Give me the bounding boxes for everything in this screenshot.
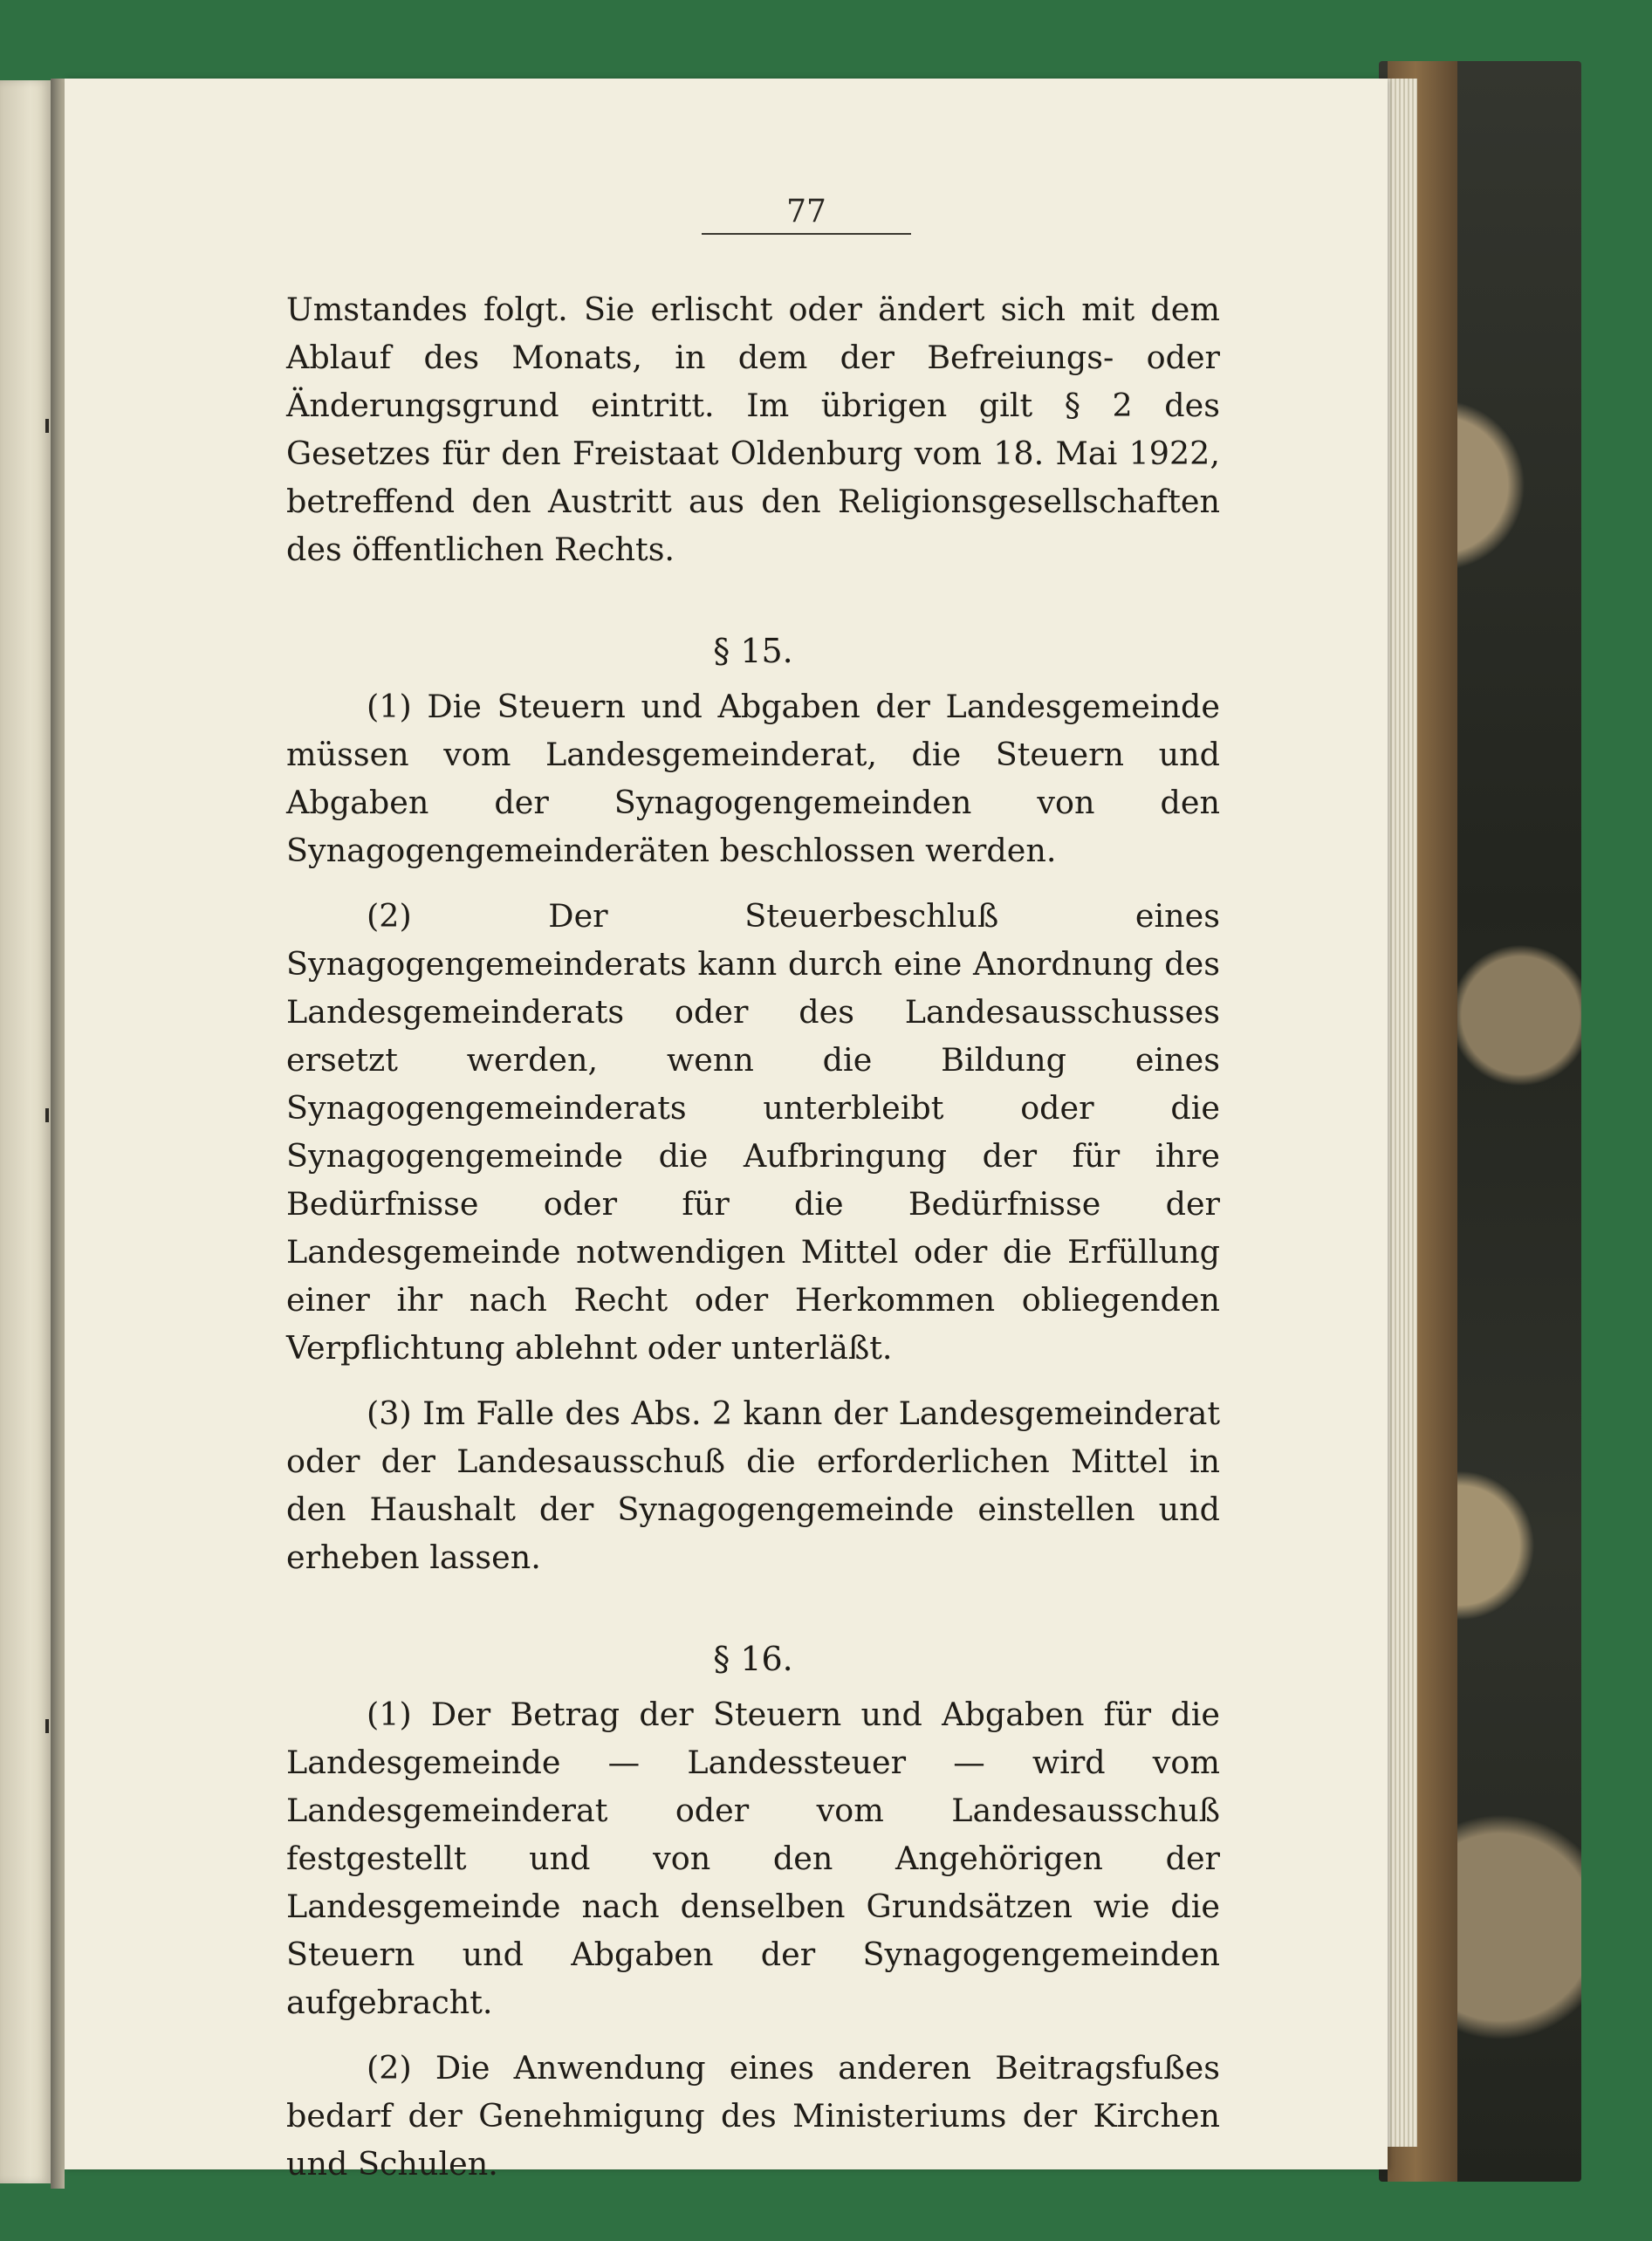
- margin-mark: [45, 419, 49, 433]
- section-15-heading: § 15.: [713, 632, 793, 670]
- section-16-heading: § 16.: [713, 1640, 793, 1678]
- section-15-paragraph-1: (1) Die Steuern und Abgaben der Landesgemeinde müssen vom Landesgemeinderat, die Steuern und Abgaben der Synagogengemeinden von den Synagogengemeinderäten beschlossen werden.: [286, 688, 1220, 869]
- section-15-paragraph-3: (3) Im Falle des Abs. 2 kann der Landesgemeinderat oder der Landesausschuß die erforderlichen Mittel in den Haushalt der Synagogengemeinde einstellen und erheben lassen.: [286, 1395, 1220, 1576]
- page-number: 77: [702, 194, 911, 235]
- section-15-paragraph-2: (2) Der Steuerbeschluß eines Synagogengemeinderats kann durch eine Anordnung des Landesgemeinderats oder des Landesausschusses ersetzt werden, wenn die Bildung eines Synagogengemeinderats unterbleibt oder die Synagogengemeinde die Aufbringung der für ihre Bedürfnisse oder für die Bedürfnisse der Landesgemeinde notwendigen Mittel oder die Erfüllung einer ihr nach Recht oder Herkommen obliegenden Verpflichtung ablehnt oder unterläßt.: [286, 897, 1220, 1367]
- margin-mark: [45, 1719, 49, 1733]
- section-16-paragraph-1: (1) Der Betrag der Steuern und Abgaben für die Landesgemeinde — Landessteuer — wird vom Landesgemeinderat oder vom Landesausschuß festgestellt und von den Angehörigen der Landesgemeinde nach denselben Grundsätzen wie die Steuern und Abgaben der Synagogengemeinden aufgebracht.: [286, 1696, 1220, 2021]
- page-text: [286, 285, 1220, 2188]
- section-16-paragraph-2: (2) Die Anwendung eines anderen Beitragsfußes bedarf der Genehmigung des Ministeriums der Kirchen und Schulen.: [286, 2049, 1220, 2183]
- left-page-edge: [0, 80, 51, 2183]
- margin-mark: [45, 1108, 49, 1122]
- book-gutter: [51, 79, 65, 2189]
- intro-paragraph: Umstandes folgt. Sie erlischt oder ändert sich mit dem Ablauf des Monats, in dem der Befreiungs- oder Änderungsgrund eintritt. Im übrigen gilt § 2 des Gesetzes für den Freistaat Oldenburg vom 18. Mai 1922, betreffend den Austritt aus den Religionsgesellschaften des öffentlichen Rechts.: [286, 291, 1220, 568]
